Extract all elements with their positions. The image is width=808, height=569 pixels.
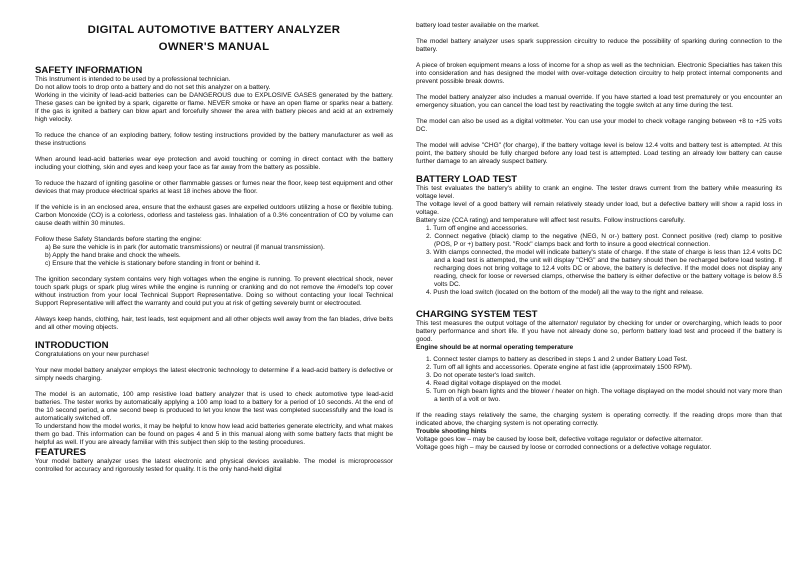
safety-paragraph: If the vehicle is in an enclosed area, ensure that the exhaust gases are expelled outdoors utilizing a hose or flexible tubing. Carbon Monoxide (CO) is a colorless, odorless and tasteless gas. Inhalation of a 0.3% concentration of CO by volume can cause death within 30 minutes. (35, 204, 393, 227)
charging-step: 4. Read digital voltage displayed on the model. (426, 380, 562, 387)
charging-step: 1. Connect tester clamps to battery as described in steps 1 and 2 under Battery Load Test. (426, 356, 688, 363)
features-heading: FEATURES (35, 447, 86, 458)
battery-load-paragraph: The voltage level of a good battery will remain relatively steady under load, but a defective battery will show a rapid loss in voltage. (416, 201, 782, 216)
safety-paragraph: Follow these Safety Standards before starting the engine: (35, 236, 202, 243)
troubleshooting-hint: Voltage goes high – may be caused by loose or corroded connections or a defective voltage regulator. (416, 444, 712, 451)
battery-load-step: 1. Turn off engine and accessories. (426, 225, 528, 232)
safety-list-item: a) Be sure the vehicle is in park (for automatic transmissions) or neutral (if manual transmission). (45, 244, 325, 251)
features-paragraph: The model can also be used as a digital voltmeter. You can use your model to check voltage ranging between +8 to +25 volts DC. (416, 118, 782, 133)
battery-load-heading: BATTERY LOAD TEST (416, 174, 518, 185)
intro-paragraph: Congratulations on your new purchase! (35, 351, 149, 358)
manual-title: DIGITAL AUTOMOTIVE BATTERY ANALYZER (87, 24, 341, 36)
charging-step: 5. Turn on high beam lights and the blower / heater on high. The voltage displayed on the model should not vary more than a tenth of a volt or two. (426, 388, 782, 403)
intro-paragraph: To understand how the model works, it may be helpful to know how lead acid batteries generate electricity, and what makes them go bad. This information can be found on pages 4 and 5 in this manual along with some battery facts that might be helpful as well. If you are already familiar with this subject then skip to the testing procedures. (35, 423, 393, 446)
features-paragraph: battery load tester available on the market. (416, 22, 540, 29)
safety-paragraph: To reduce the hazard of igniting gasoline or other flammable gasses or fumes near the floor, keep test equipment and other devices that may produce electrical sparks at least 18 inches above the floor. (35, 180, 393, 195)
safety-paragraph: Working in the vicinity of lead-acid batteries can be DANGEROUS due to EXPLOSIVE GASES generated by the battery. These gases can be ignited by a spark, cigarette or flame. NEVER smoke or have an open flame or sparks near a battery. If the gas is ignited a battery can blow apart and forcefully shower the area with battery pieces and acid at an extremely high velocity. (35, 92, 393, 123)
troubleshooting-heading: Trouble shooting hints (416, 428, 487, 435)
battery-load-step: 3. With clamps connected, the model will indicate battery's state of charge. If the state of charge is less than 12.4 volts DC and a load test is attempted, the unit will display "CHG" and the battery should then be recharged before load testing. If recharging does not bring voltage to 12.4 volts DC or above, the battery is defective. If the model does not display any reading, check for loose or reversed clamps, otherwise the battery is either defective or the battery voltage is below 8.5 volts DC. (426, 249, 782, 288)
safety-paragraph: Do not allow tools to drop onto a battery and do not set this analyzer on a battery. (35, 84, 271, 91)
left-column (35, 0, 393, 569)
charging-note: Engine should be at normal operating temperature (416, 344, 574, 351)
charging-paragraph: If the reading stays relatively the same, the charging system is operating correctly. If the reading drops more than that indicated above, the charging system is not operating correctly. (416, 412, 782, 427)
features-paragraph: The model will advise "CHG" (for charge), if the battery voltage level is below 12.4 volts and battery test is attempted. At this point, the battery should be fully charged before any load test is attempted. Load testing an already low battery can cause further damage to an already suspect battery. (416, 142, 782, 165)
manual-subtitle: OWNER'S MANUAL (158, 41, 270, 53)
safety-paragraph: To reduce the chance of an exploding battery, follow testing instructions provided by the battery manufacturer as well as these instructions (35, 132, 393, 147)
safety-heading: SAFETY INFORMATION (35, 65, 143, 76)
charging-step: 3. Do not operate tester's load switch. (426, 372, 536, 379)
charging-paragraph: This test measures the output voltage of the alternator/ regulator by checking for under or overcharging, which leads to poor battery performance and short life. If you have not already done so, perform battery load test and proceed if the battery is good. (416, 320, 782, 343)
features-paragraph: The model battery analyzer also includes a manual override. If you have started a load test prematurely or you encounter an emergency situation, you can cancel the load test by reactivating the toggle switch at any time during the test. (416, 94, 782, 109)
charging-heading: CHARGING SYSTEM TEST (416, 309, 538, 320)
intro-heading: INTRODUCTION (35, 340, 109, 351)
intro-paragraph: The model is an automatic, 100 amp resistive load battery analyzer that is used to check automotive type lead-acid batteries. The tester works by automatically applying a 100 amp load to a battery for a period of 10 seconds. At the end of the 10 second period, a one second beep is produced to let you know the test was completed successfully and the load is automatically switched off. (35, 391, 393, 422)
safety-paragraph: This Instrument is intended to be used by a professional technician. (35, 76, 231, 83)
features-paragraph: The model battery analyzer uses spark suppression circuitry to reduce the possibility of sparking during connection to the battery. (416, 38, 782, 53)
battery-load-paragraph: Battery size (CCA rating) and temperature will affect test results. Follow instructions carefully. (416, 217, 686, 224)
safety-list-item: c) Ensure that the vehicle is stationary before standing in front or behind it. (45, 260, 261, 267)
safety-list-item: b) Apply the hand brake and chock the wheels. (45, 252, 181, 259)
safety-paragraph: When around lead-acid batteries wear eye protection and avoid touching or coming in direct contact with the battery including your clothing, skin and eyes and keep your face as far away from the battery as possible. (35, 156, 393, 171)
safety-paragraph: Always keep hands, clothing, hair, test leads, test equipment and all other objects well away from the fan blades, drive belts and all other moving objects. (35, 316, 393, 331)
battery-load-step: 2. Connect negative (black) clamp to the negative (NEG, N or-) battery post. Connect positive (red) clamp to positive (POS, P or +) battery post. "Rock" clamps back and forth to insure a good electrical connection. (426, 233, 782, 248)
troubleshooting-hint: Voltage goes low – may be caused by loose belt, defective voltage regulator or defective alternator. (416, 436, 703, 443)
battery-load-paragraph: This test evaluates the battery's ability to crank an engine. The tester draws current from the battery while measuring its voltage level. (416, 185, 782, 200)
right-column (416, 0, 782, 569)
features-paragraph: Your model battery analyzer uses the latest electronic and physical devices available. The model is microprocessor controlled for accuracy and rigorously tested for quality. It is the only hand-held digital (35, 458, 393, 473)
charging-step: 2. Turn off all lights and accessories. Operate engine at fast idle (approximately 1500 RPM). (426, 364, 692, 371)
battery-load-step: 4. Push the load switch (located on the bottom of the model) all the way to the right and release. (426, 289, 704, 296)
safety-paragraph: The ignition secondary system contains very high voltages when the engine is running. To prevent electrical shock, never touch spark plugs or spark plug wires while the engine is running or cranking and do not remove the #model's top cover without instruction from your local Technical Support Representative. Doing so without contacting your local Technical Support Representative will affect the warranty and could put you at risk of getting severely burnt or electrocuted. (35, 276, 393, 307)
intro-paragraph: Your new model battery analyzer employs the latest electronic technology to determine if a lead-acid battery is defective or simply needs charging. (35, 367, 393, 382)
features-paragraph: A piece of broken equipment means a loss of income for a shop as well as the technician. Electronic Specialties has taken this into consideration and has designed the model with over-voltage detection circuitry to help protect internal components and prevent possible break downs. (416, 62, 782, 85)
